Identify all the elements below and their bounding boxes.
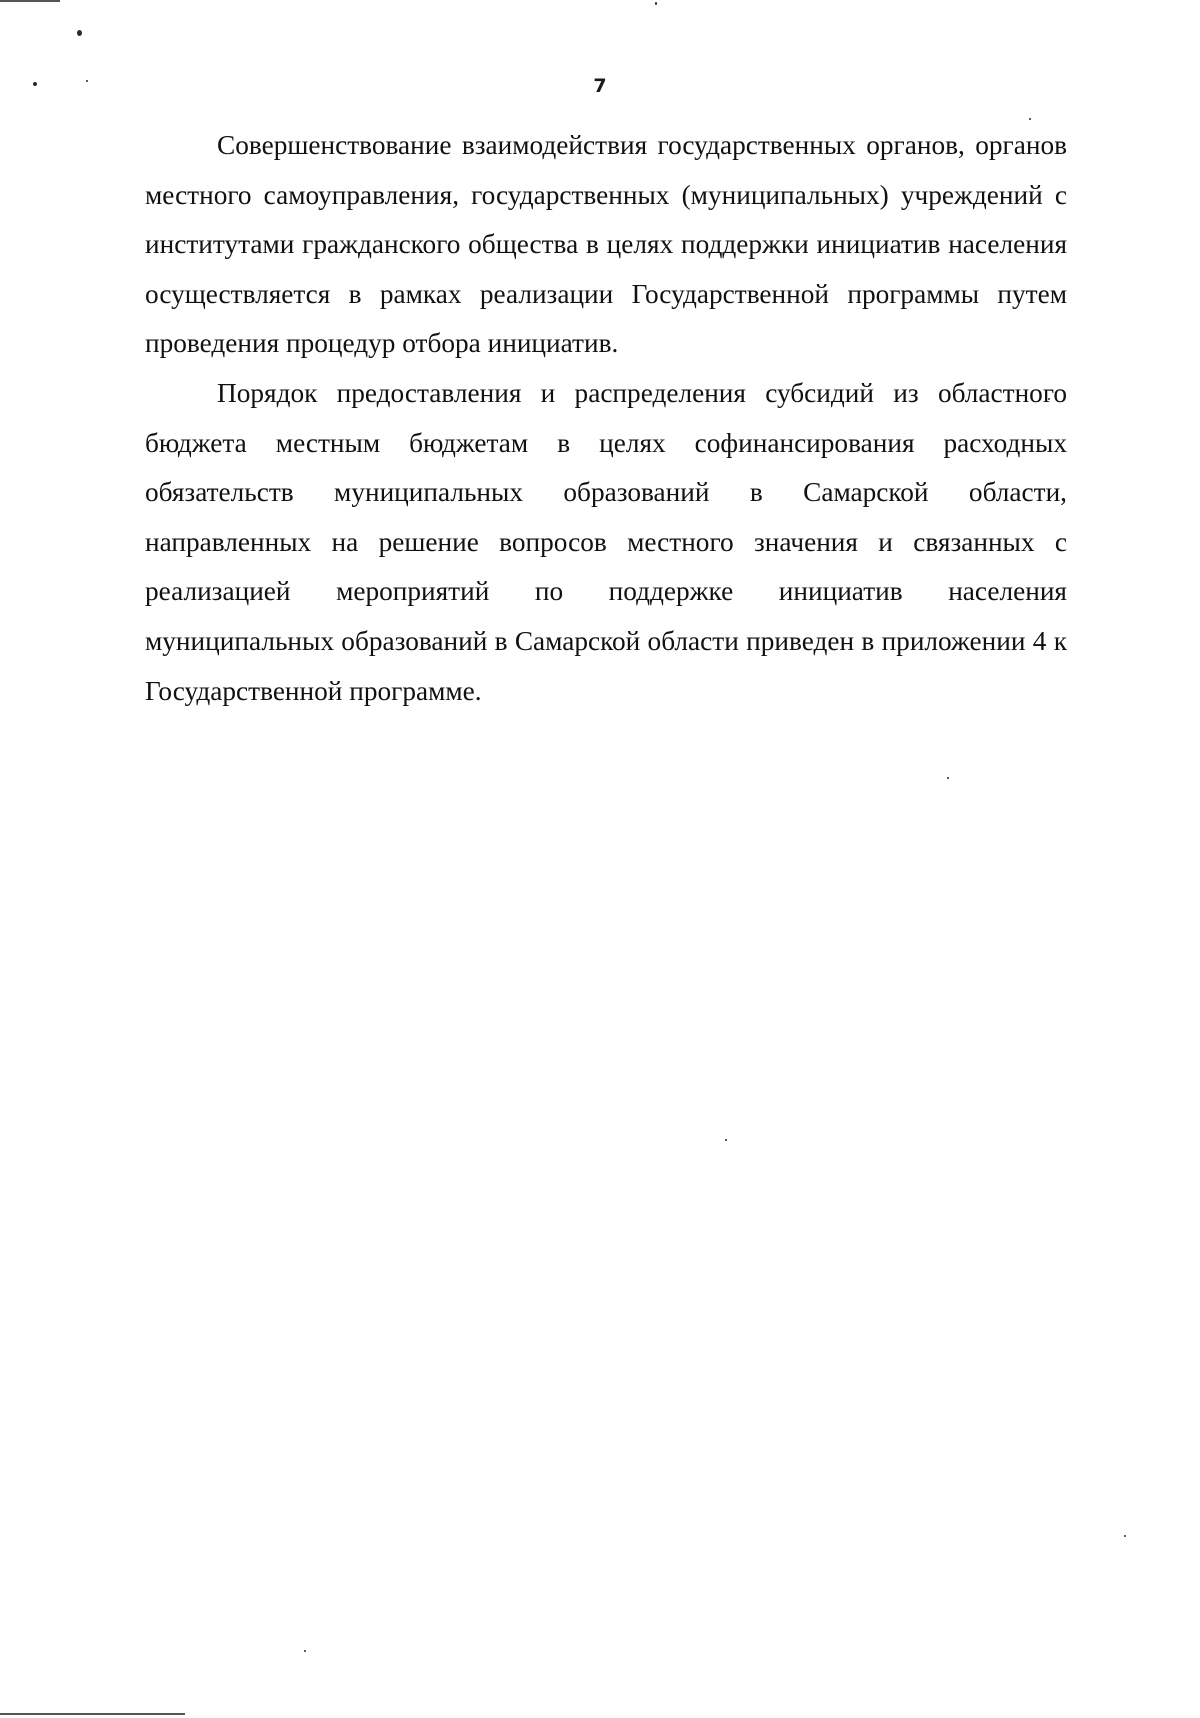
- scan-speck: [725, 1139, 727, 1141]
- document-body: [145, 121, 1067, 716]
- scan-speck: [77, 30, 82, 36]
- scan-speck: [1124, 1535, 1126, 1537]
- scan-edge-mark-top-left: [0, 0, 60, 2]
- scan-speck: [304, 1650, 306, 1652]
- scan-speck: [655, 2, 657, 5]
- scan-speck: [1029, 118, 1031, 120]
- scan-speck: [947, 777, 949, 779]
- page-number: 7: [593, 75, 607, 97]
- scan-edge-mark-bottom-left: [0, 1713, 185, 1715]
- paragraph-subsidies-procedure: Порядок предоставления и распределения субсидий из областного бюджета местным бюджетам в целях софинансирования расходных обязательств муниципальных образований в Самарской области, направленных на решение вопросов местного значения и связанных с реализацией мероприятий по поддержке инициатив населения муниципальных образований в Самарской области приведен в приложении 4 к Государственной программе.: [145, 377, 1067, 706]
- paragraph-initiatives-selection: Совершенствование взаимодействия государственных органов, органов местного самоуправления, государственных (муниципальных) учреждений с институтами гражданского общества в целях поддержки инициатив населения осуществляется в рамках реализации Государственной программы путем проведения процедур отбора инициатив.: [145, 130, 1067, 359]
